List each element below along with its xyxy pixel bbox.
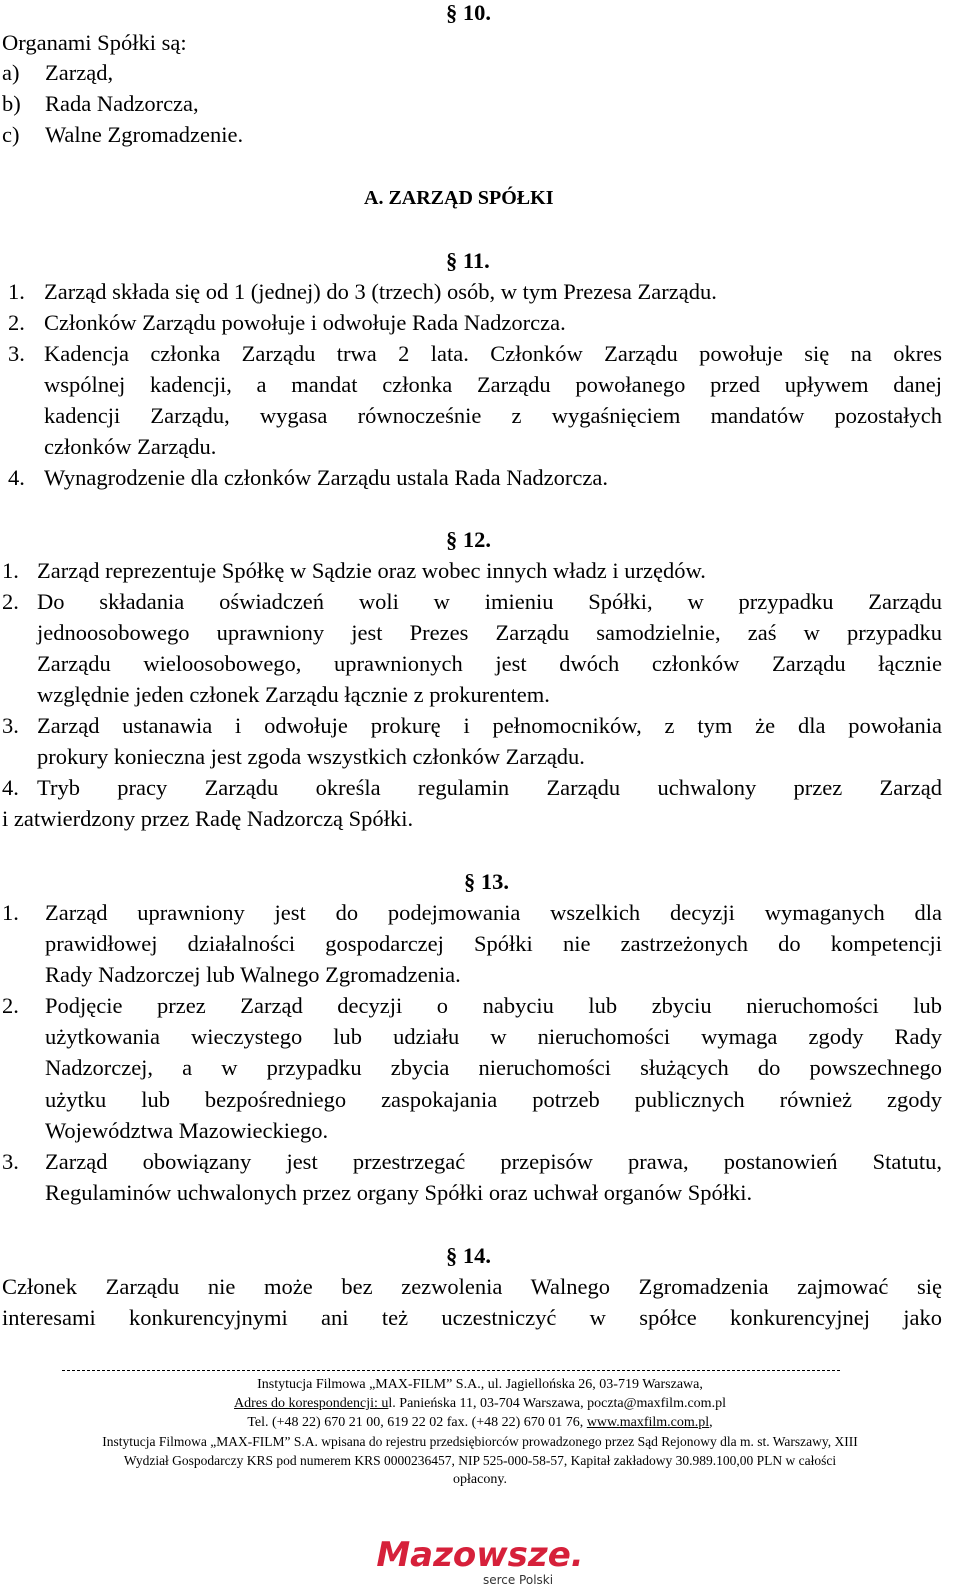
footer-registry-line: Instytucja Filmowa „MAX-FILM” S.A. wpisana do rejestru przedsiębiorców prowadzonego przez Sąd Rejonowy dla m. st. Warszawy, XIII [102,1434,858,1449]
correspondence-address: l. Panieńska 11, 03-704 Warszawa, poczta@maxfilm.com.pl [388,1396,726,1411]
section-10-heading: § 10. [446,0,491,25]
footer-address-line: Instytucja Filmowa „MAX-FILM” S.A., ul. Jagiellońska 26, 03-719 Warszawa, [257,1377,703,1392]
paragraph-line: Członek Zarządu nie może bez zezwolenia Walnego Zgromadzenia zajmować się [2,1274,942,1299]
paragraph-line: Zarząd obowiązany jest przestrzegać przepisów prawa, postanowień Statutu, [45,1149,942,1174]
correspondence-label: Adres do korespondencji: u [234,1396,389,1411]
list-item-marker: a) [2,60,20,85]
paragraph-line: i zatwierdzony przez Radę Nadzorczą Spółki. [2,806,414,831]
paragraph-marker: 2. [8,310,25,335]
paragraph-line: względnie jeden członek Zarządu łącznie z prokurentem. [37,682,550,707]
footer-correspondence-line [0,1394,960,1413]
paragraph-line: Kadencja członka Zarządu trwa 2 lata. Członków Zarządu powołuje się na okres [44,341,942,366]
paragraph-marker: 3. [2,713,19,738]
paragraph-line: interesami konkurencyjnymi ani też uczestniczyć w spółce konkurencyjnej jako [2,1305,942,1330]
section-14-heading: § 14. [446,1243,491,1268]
paragraph-line: prokury konieczna jest zgoda wszystkich członków Zarządu. [37,744,585,769]
paragraph-marker: 1. [2,900,19,925]
paragraph-line: użytkowania wieczystego lub udziału w nieruchomości wymaga zgody Rady [45,1024,942,1049]
list-item-text: Zarząd, [45,60,114,85]
section-12-heading: § 12. [446,527,491,552]
paragraph-line: wspólnej kadencji, a mandat członka Zarządu powołanego przed upływem danej [44,372,942,397]
paragraph-line: Wynagrodzenie dla członków Zarządu ustala Rada Nadzorcza. [44,465,608,490]
paragraph-marker: 1. [8,279,25,304]
logo-tagline: serce Polski [482,1573,554,1587]
paragraph-line: członków Zarządu. [44,434,217,459]
paragraph-line: Zarządu wieloosobowego, uprawnionych jest dwóch członków Zarządu łącznie [37,651,942,676]
paragraph-line: kadencji Zarządu, wygasa równocześnie z wygaśnięciem mandatów pozostałych [44,403,942,428]
paragraph-line: Zarząd składa się od 1 (jednej) do 3 (trzech) osób, w tym Prezesa Zarządu. [44,279,717,304]
phone-fax-text: Tel. (+48 22) 670 21 00, 619 22 02 fax. (+48 22) 670 01 76, [247,1415,587,1430]
section-11-heading: § 11. [446,248,490,273]
footer-divider [62,1370,840,1371]
mazowsze-logo [360,1532,600,1588]
paragraph-marker: 4. [2,775,19,800]
footer-krs-line: Wydział Gospodarczy KRS pod numerem KRS 0000236457, NIP 525-000-58-57, Kapitał zakładowy 30.989.100,00 PLN w całości [123,1453,837,1468]
paragraph-line: Podjęcie przez Zarząd decyzji o nabyciu lub zbyciu nieruchomości lub [45,993,942,1018]
paragraph-line: Rady Nadzorczej lub Walnego Zgromadzenia. [45,962,461,987]
list-item-text: Rada Nadzorcza, [45,91,199,116]
paragraph-line: Zarząd ustanawia i odwołuje prokurę i pełnomocników, z tym że dla powołania [37,713,942,738]
paragraph-marker: 3. [8,341,25,366]
paragraph-marker: 3. [2,1149,19,1174]
paragraph-line: Zarząd reprezentuje Spółkę w Sądzie oraz wobec innych władz i urzędów. [37,558,706,583]
list-item-text: Walne Zgromadzenie. [45,122,244,147]
section-13-heading: § 13. [464,869,509,894]
section-10-intro: Organami Spółki są: [2,30,187,55]
paragraph-line: Członków Zarządu powołuje i odwołuje Rada Nadzorcza. [44,310,566,335]
paragraph-marker: 1. [2,558,19,583]
footer-paid-line: opłacony. [453,1472,507,1487]
list-item-marker: b) [2,91,21,116]
part-a-title: A. ZARZĄD SPÓŁKI [364,187,554,209]
logo-wordmark: Mazowsze. [376,1535,584,1575]
contact-line-end: , [709,1415,713,1430]
mazowsze-logo-graphic [360,1532,600,1588]
footer-contact-line [0,1413,960,1432]
paragraph-line: Zarząd uprawniony jest do podejmowania wszelkich decyzji wymaganych dla [45,900,942,925]
paragraph-marker: 2. [2,589,19,614]
list-item-marker: c) [2,122,20,147]
paragraph-line: Tryb pracy Zarządu określa regulamin Zarządu uchwalony przez Zarząd [37,775,942,800]
paragraph-line: Nadzorczej, a w przypadku zbycia nieruchomości służących do powszechnego [45,1055,942,1080]
paragraph-line: jednoosobowego uprawniony jest Prezes Zarządu samodzielnie, zaś w przypadku [37,620,942,645]
paragraph-line: użytku lub bezpośredniego zaspokajania potrzeb publicznych również zgody [45,1087,942,1112]
paragraph-line: Województwa Mazowieckiego. [45,1118,329,1143]
paragraph-line: Regulaminów uchwalonych przez organy Spółki oraz uchwał organów Spółki. [45,1180,753,1205]
paragraph-line: Do składania oświadczeń woli w imieniu Spółki, w przypadku Zarządu [37,589,942,614]
website-link[interactable]: www.maxfilm.com.pl [586,1415,710,1430]
paragraph-line: prawidłowej działalności gospodarczej Spółki nie zastrzeżonych do kompetencji [45,931,942,956]
paragraph-marker: 4. [8,465,25,490]
paragraph-marker: 2. [2,993,19,1018]
